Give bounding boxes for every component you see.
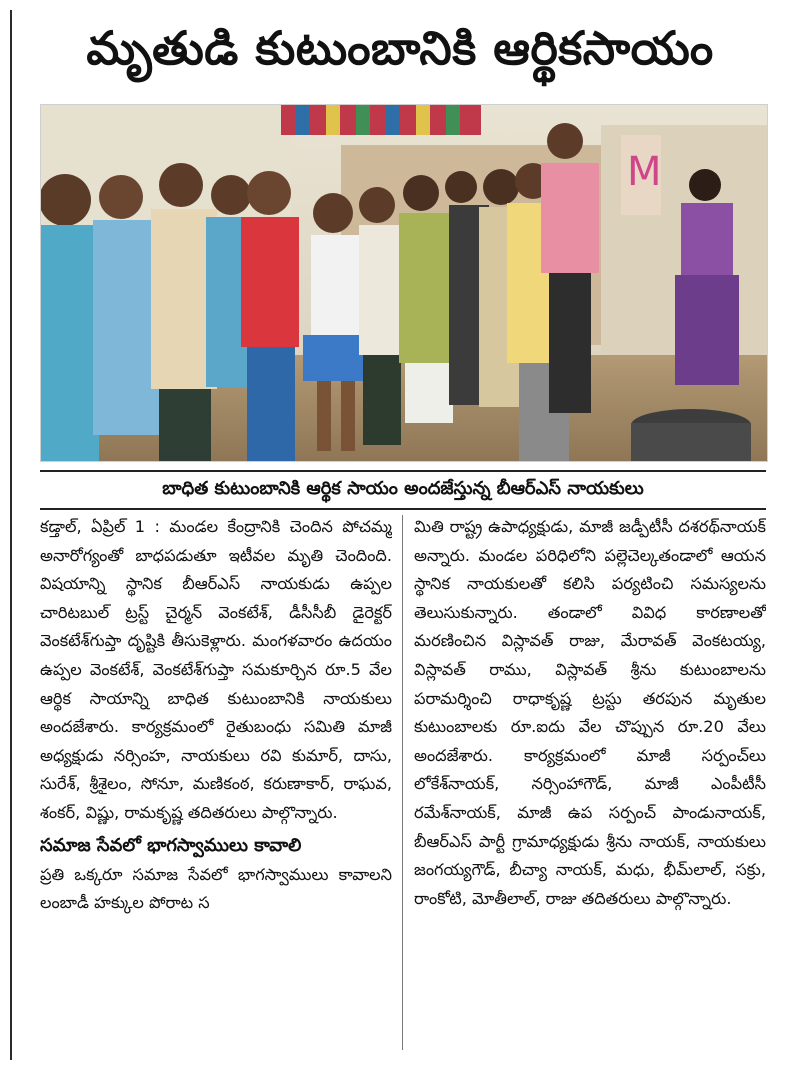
headline: మృతుడి కుటుంబానికి ఆర్థికసాయం [86, 21, 714, 75]
page-left-border [10, 10, 12, 1060]
article-paragraph: కడ్తాల్, ఏప్రిల్ 1 : మండల కేంద్రానికి చెందిన పోచమ్మ అనారోగ్యంతో బాధపడుతూ ఇటీవల మృతి చెందింది. విషయాన్ని స్థానిక బీఆర్ఎస్ నాయకుడు ఉప్పల చారిటబుల్ ట్రస్ట్ చైర్మన్ వెంకటేశ్, డీసీసీబీ డైరెక్టర్ వెంకటేశ్‌గుప్తా దృష్టికి తీసుకెళ్లారు. మంగళవారం ఉదయం ఉప్పల వెంకటేశ్, వెంకటేశ్‌గుప్తా సమకూర్చిన రూ.5 వేల ఆర్థిక సాయాన్ని బాధిత కుటుంబానికి నాయకులు అందజేశారు. కార్యక్రమంలో రైతుబంధు సమితి మాజీ అధ్యక్షుడు నర్సింహ, నాయకులు రవి కుమార్, దాసు, సురేశ్, శ్రీశైలం, సోనూ, మణికంఠ, కరుణాకార్, రాఘవ, శంకర్, విష్ణు, రామకృష్ణ తదితరులు పాల్గొన్నారు. [40, 517, 392, 822]
article-column-right [414, 513, 766, 1058]
article-subheading: సమాజ సేవలో భాగస్వాములు కావాలి [40, 834, 302, 856]
column-divider [402, 515, 403, 1050]
article-paragraph: ప్రతి ఒక్కరూ సమాజ సేవలో భాగస్వాములు కావాలని లంబాడీ హక్కుల పోరాట స [40, 864, 392, 913]
svg-text:M: M [627, 149, 662, 195]
news-photo [40, 104, 768, 462]
photo-caption: బాధిత కుటుంబానికి ఆర్థిక సాయం అందజేస్తున్న బీఆర్ఎస్ నాయకులు [162, 477, 644, 499]
article-column-left [40, 513, 392, 1058]
article-paragraph: మితి రాష్ట్ర ఉపాధ్యక్షుడు, మాజీ జడ్పీటీసీ దశరథ్‌నాయక్ అన్నారు. మండల పరిధిలోని పల్లెచెల్కతండాలో ఆయన స్థానిక నాయకులతో కలిసి పర్యటించి సమస్యలను తెలుసుకున్నారు. తండాలో వివిధ కారణాలతో మరణించిన విస్లావత్ రాజు, మేరావత్ వెంకటయ్య, విస్లావత్ రాము, విస్లావత్ శ్రీను కుటుంబాలను పరామర్శించి రాధాకృష్ణ ట్రస్టు తరపున మృతుల కుటుంబాలకు రూ.ఐదు వేల చొప్పున రూ.20 వేలు అందజేశారు. కార్యక్రమంలో మాజీ సర్పంచ్‌లు లోకేశ్‌నాయక్, నర్సింహాగౌడ్, మాజీ ఎంపీటీసీ రమేశ్‌నాయక్, మాజీ ఉప సర్పంచ్ పాండునాయక్, బీఆర్ఎస్ పార్టీ గ్రామాధ్యక్షుడు శ్రీను నాయక్, నాయకులు జంగయ్యగౌడ్, బీచ్యా నాయక్, మధు, భీమ్‌లాల్, సక్రు, రాంకోటి, మోతీలాల్, రాజు తదితరులు పాల్గొన్నారు. [414, 517, 766, 908]
article-body [40, 513, 766, 1058]
photo-caption-bar [40, 470, 766, 510]
